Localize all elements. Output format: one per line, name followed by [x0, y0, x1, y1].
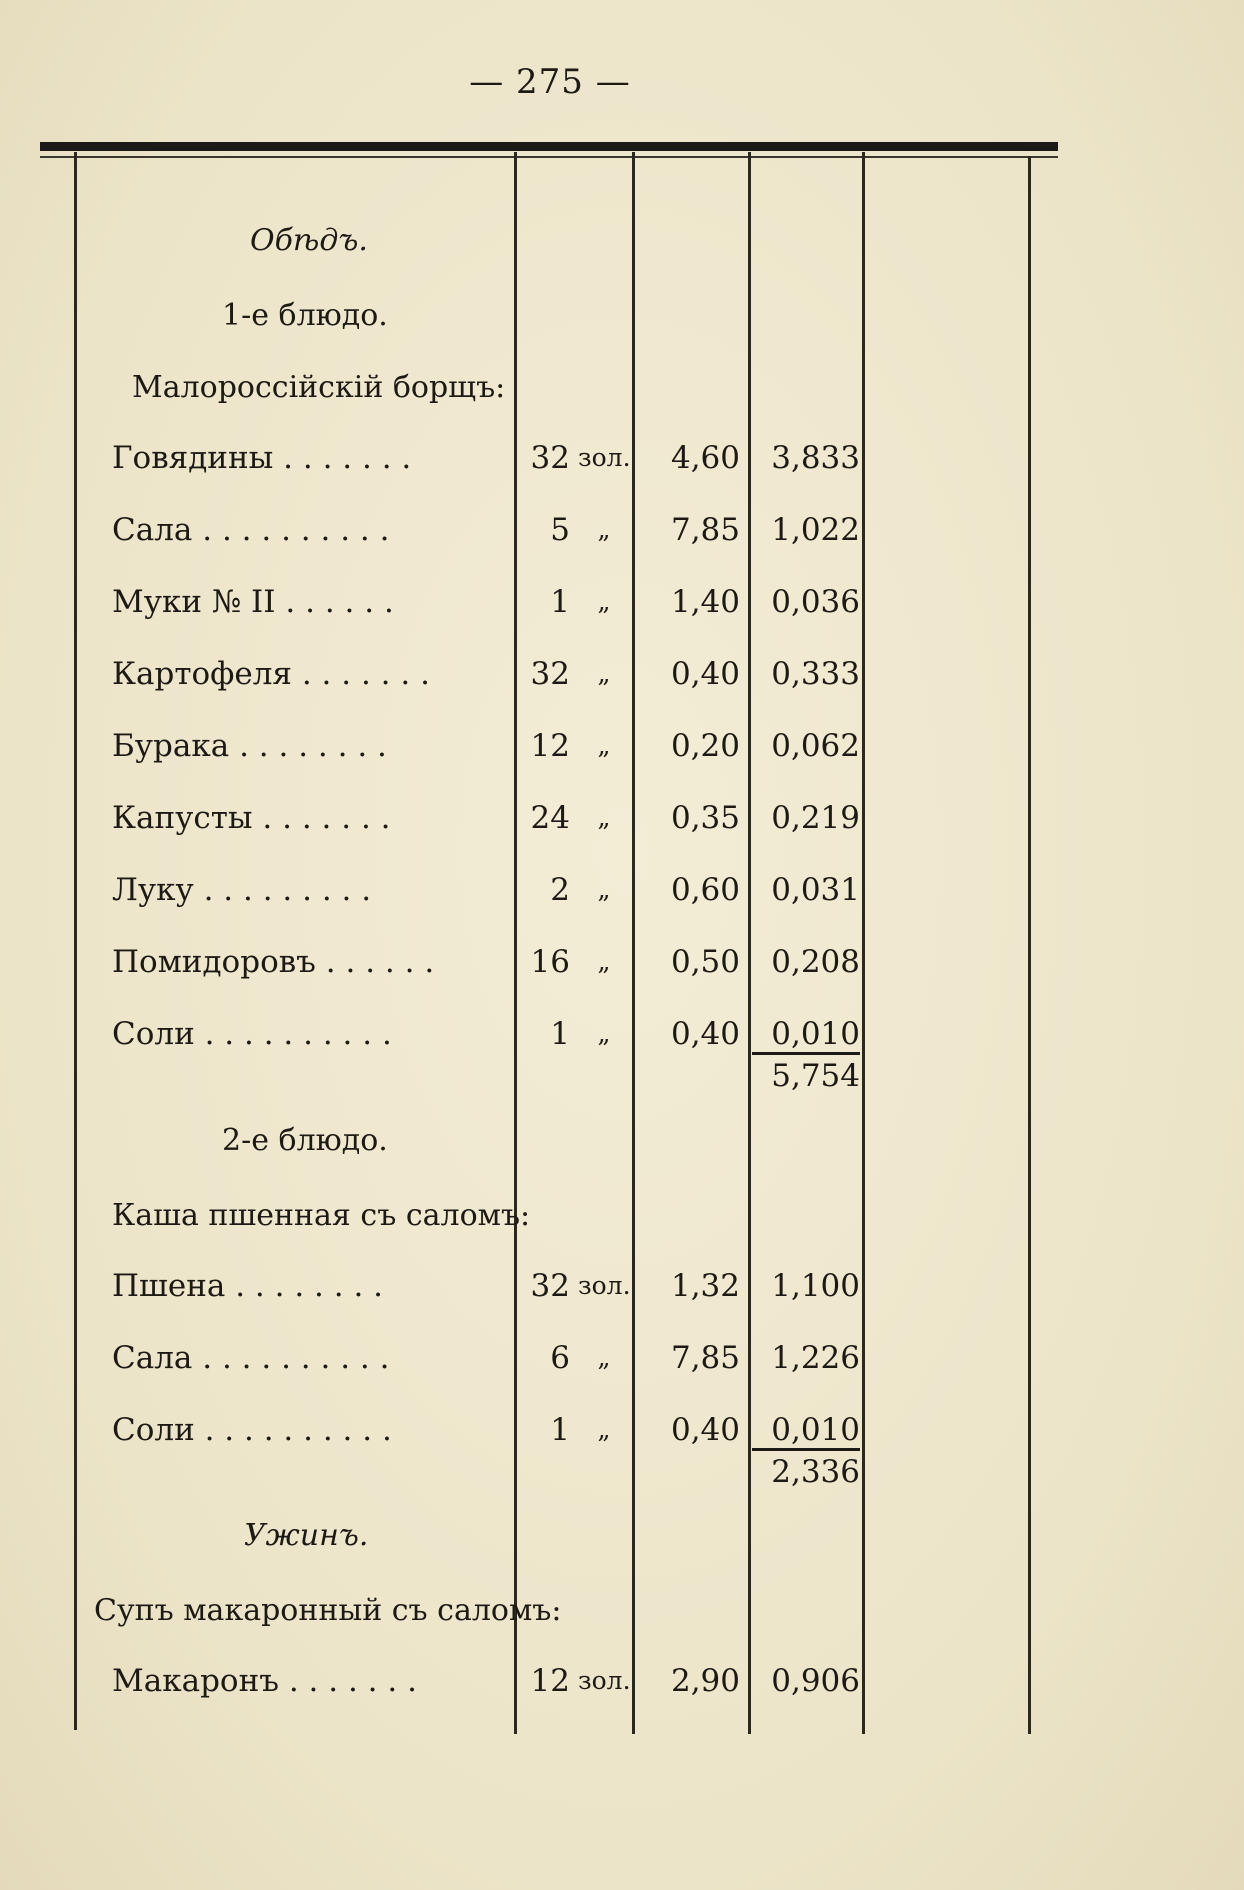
- cost: 0,010: [771, 1412, 860, 1448]
- table-row: [0, 792, 1244, 844]
- dish-name: Малороссійскій борщъ:: [132, 370, 506, 405]
- quantity: 1: [550, 1016, 570, 1052]
- unit: „: [597, 803, 611, 832]
- ingredient-name: Муки № II . . . . . .: [112, 584, 394, 620]
- ingredient-name: Картофеля . . . . . . .: [112, 656, 430, 692]
- ingredient-name: Капусты . . . . . . .: [112, 800, 391, 836]
- unit: „: [597, 1343, 611, 1372]
- cost: 0,062: [771, 728, 860, 764]
- table-row: [0, 1260, 1244, 1312]
- table-row: [0, 576, 1244, 628]
- price: 0,20: [670, 728, 740, 764]
- ingredient-name: Луку . . . . . . . . .: [112, 872, 372, 908]
- unit: „: [597, 731, 611, 760]
- cost: 0,333: [771, 656, 860, 692]
- quantity: 16: [530, 944, 570, 980]
- price: 1,32: [670, 1268, 740, 1304]
- price: 7,85: [670, 512, 740, 548]
- quantity: 32: [530, 1268, 570, 1304]
- quantity: 32: [530, 656, 570, 692]
- unit: „: [597, 659, 611, 688]
- quantity: 24: [530, 800, 570, 836]
- ingredient-name: Сала . . . . . . . . . .: [112, 1340, 390, 1376]
- dish-header: [0, 1190, 1244, 1242]
- table-row: [0, 864, 1244, 916]
- dish-header: [0, 1585, 1244, 1637]
- course-header: [0, 1115, 1244, 1167]
- price: 0,60: [670, 872, 740, 908]
- unit: „: [597, 947, 611, 976]
- quantity: 1: [550, 1412, 570, 1448]
- table-row: [0, 1404, 1244, 1456]
- page-number: — 275 —: [469, 62, 631, 102]
- table-row: [0, 648, 1244, 700]
- unit: зол.: [578, 1666, 631, 1695]
- ingredient-name: Соли . . . . . . . . . .: [112, 1412, 392, 1448]
- price: 0,35: [670, 800, 740, 836]
- quantity: 12: [530, 728, 570, 764]
- dish-header: [0, 362, 1244, 414]
- price: 1,40: [670, 584, 740, 620]
- cost: 1,022: [771, 512, 860, 548]
- subtotal-rule: [752, 1448, 860, 1451]
- quantity: 12: [530, 1663, 570, 1699]
- dish-name: Каша пшенная съ саломъ:: [112, 1198, 531, 1233]
- meal-header: [0, 215, 1244, 267]
- course-label: 1-е блюдо.: [222, 298, 388, 333]
- meal-header: [0, 1510, 1244, 1562]
- cost: 3,833: [771, 440, 860, 476]
- price: 0,40: [670, 1016, 740, 1052]
- course-header: [0, 290, 1244, 342]
- unit: зол.: [578, 443, 631, 472]
- table-row: [0, 1008, 1244, 1060]
- price: 0,40: [670, 1412, 740, 1448]
- price: 7,85: [670, 1340, 740, 1376]
- unit: „: [597, 875, 611, 904]
- unit: „: [597, 515, 611, 544]
- ingredient-name: Макаронъ . . . . . . .: [112, 1663, 417, 1699]
- ingredient-name: Соли . . . . . . . . . .: [112, 1016, 392, 1052]
- cost: 0,036: [771, 584, 860, 620]
- table-row: [0, 720, 1244, 772]
- meal-title: Ужинъ.: [244, 1518, 369, 1553]
- table-row: [0, 504, 1244, 556]
- unit: зол.: [578, 1271, 631, 1300]
- subtotal-rule: [752, 1052, 860, 1055]
- cost: 1,226: [771, 1340, 860, 1376]
- course-total: 5,754: [771, 1058, 860, 1094]
- ingredient-name: Бурака . . . . . . . .: [112, 728, 387, 764]
- cost: 0,219: [771, 800, 860, 836]
- price: 0,50: [670, 944, 740, 980]
- quantity: 1: [550, 584, 570, 620]
- ingredient-name: Сала . . . . . . . . . .: [112, 512, 390, 548]
- ingredient-name: Говядины . . . . . . .: [112, 440, 412, 476]
- course-label: 2-е блюдо.: [222, 1123, 388, 1158]
- price: 2,90: [670, 1663, 740, 1699]
- cost: 0,208: [771, 944, 860, 980]
- quantity: 32: [530, 440, 570, 476]
- cost: 1,100: [771, 1268, 860, 1304]
- unit: „: [597, 1019, 611, 1048]
- unit: „: [597, 1415, 611, 1444]
- price: 4,60: [670, 440, 740, 476]
- meal-title: Обѣдъ.: [250, 223, 368, 258]
- quantity: 5: [550, 512, 570, 548]
- price: 0,40: [670, 656, 740, 692]
- quantity: 2: [550, 872, 570, 908]
- cost: 0,010: [771, 1016, 860, 1052]
- table-row: [0, 936, 1244, 988]
- quantity: 6: [550, 1340, 570, 1376]
- table-row: [0, 1655, 1244, 1707]
- unit: „: [597, 587, 611, 616]
- dish-name: Супъ макаронный съ саломъ:: [94, 1593, 562, 1628]
- table-row: [0, 432, 1244, 484]
- table-row: [0, 1332, 1244, 1384]
- cost: 0,906: [771, 1663, 860, 1699]
- ingredient-name: Пшена . . . . . . . .: [112, 1268, 384, 1304]
- ingredient-name: Помидоровъ . . . . . .: [112, 944, 435, 980]
- cost: 0,031: [771, 872, 860, 908]
- course-total: 2,336: [771, 1454, 860, 1490]
